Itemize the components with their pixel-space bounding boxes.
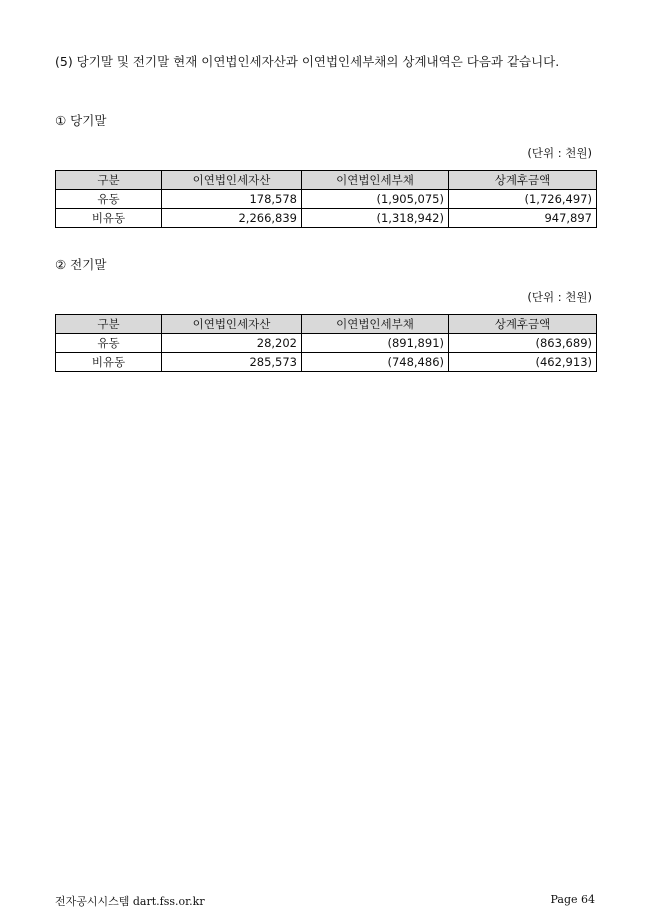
header-category: 구분: [56, 315, 162, 334]
table-row: [56, 353, 597, 372]
cell-value: (462,913): [449, 353, 597, 372]
table-row: [56, 334, 597, 353]
header-net-amount: 상계후금액: [449, 315, 597, 334]
cell-value: (748,486): [302, 353, 449, 372]
footer-page-number: Page 64: [550, 893, 595, 906]
table-row: [56, 209, 597, 228]
unit-label-prior: (단위 : 천원): [527, 290, 592, 304]
cell-value: 28,202: [162, 334, 302, 353]
intro-paragraph: (5) 당기말 및 전기말 현재 이연법인세자산과 이연법인세부채의 상계내역은 다음과 같습니다.: [55, 54, 560, 69]
header-deferred-tax-assets: 이연법인세자산: [162, 315, 302, 334]
unit-label-current: (단위 : 천원): [527, 146, 592, 160]
row-label: 비유동: [56, 209, 162, 228]
cell-value: 947,897: [449, 209, 597, 228]
footer-site-label: 전자공시시스템 dart.fss.or.kr: [55, 895, 205, 908]
offset-table-prior: [55, 314, 597, 372]
table-header-row: [56, 171, 597, 190]
cell-value: (863,689): [449, 334, 597, 353]
header-net-amount: 상계후금액: [449, 171, 597, 190]
header-category: 구분: [56, 171, 162, 190]
cell-value: 285,573: [162, 353, 302, 372]
table-header-row: [56, 315, 597, 334]
cell-value: (1,726,497): [449, 190, 597, 209]
header-deferred-tax-liabilities: 이연법인세부채: [302, 315, 449, 334]
cell-value: (1,318,942): [302, 209, 449, 228]
cell-value: 178,578: [162, 190, 302, 209]
header-deferred-tax-liabilities: 이연법인세부채: [302, 171, 449, 190]
row-label: 유동: [56, 190, 162, 209]
cell-value: 2,266,839: [162, 209, 302, 228]
cell-value: (891,891): [302, 334, 449, 353]
row-label: 유동: [56, 334, 162, 353]
cell-value: (1,905,075): [302, 190, 449, 209]
offset-table-current: [55, 170, 597, 228]
row-label: 비유동: [56, 353, 162, 372]
table-row: [56, 190, 597, 209]
header-deferred-tax-assets: 이연법인세자산: [162, 171, 302, 190]
section-title-prior: ② 전기말: [55, 257, 107, 272]
section-title-current: ① 당기말: [55, 113, 107, 128]
